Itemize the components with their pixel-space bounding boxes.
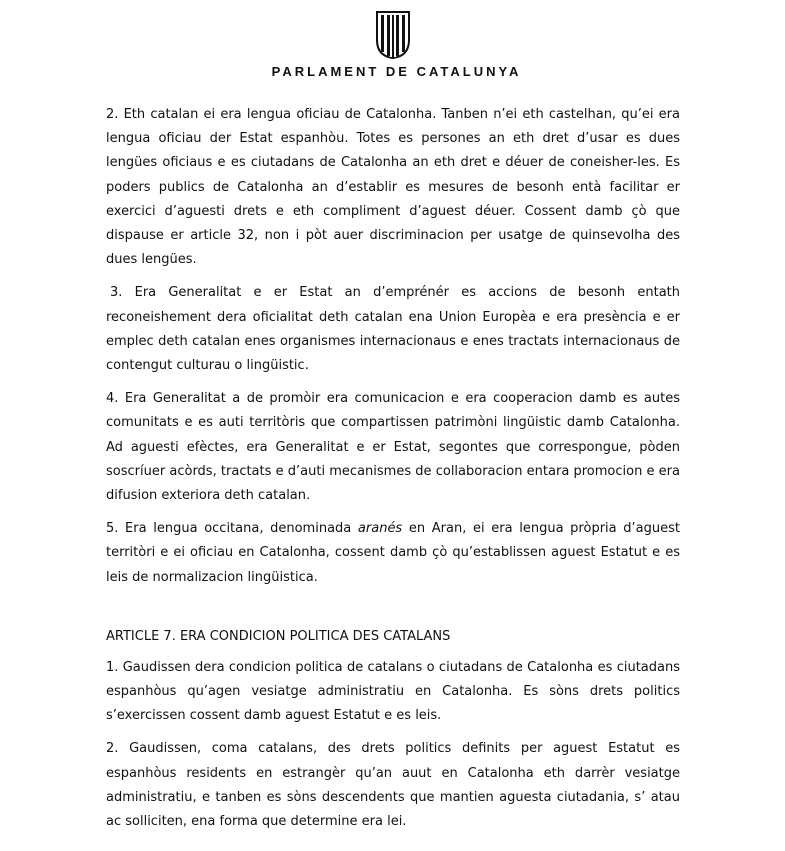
document-body bbox=[106, 103, 680, 843]
article7-paragraph-2: 2. Gaudissen, coma catalans, des drets politics definits per aguest Estatut es espanhòus residents en estrangèr qu’an auut en Catalonha eth darrèr vesiatge administratiu, e tanben es sòns descendents que mantien aguesta ciutadania, s’ atau ac solliciten, ena forma que determine era lei. bbox=[106, 741, 680, 830]
institution-name: PARLAMENT DE CATALUNYA bbox=[271, 64, 522, 79]
article6-paragraph-2: 2. Eth catalan ei era lengua oficiau de Catalonha. Tanben n’ei eth castelhan, qu’ei era lengua oficiau der Estat espanhòu. Totes es persones an eth dret d’usar es dues lengües oficiaus e es ciutadans de Catalonha an eth dret e déuer de coneisher-les. Es poders publics de Catalonha an d’establir es mesures de besonh entà facilitar er exercici d’aguesti drets e eth compliment d’aguest déuer. Cossent damb çò que dispause er article 32, non i pòt auer discriminacion per usatge de quinsevolha des dues lengües. bbox=[106, 107, 680, 268]
p5-text-start: 5. Era lengua occitana, denominada bbox=[106, 521, 358, 537]
parliament-emblem-icon bbox=[374, 10, 412, 60]
article7-paragraph-1: 1. Gaudissen dera condicion politica de catalans o ciutadans de Catalonha es ciutadans espanhòus qu’agen vesiatge administratiu en Catalonha. Es sòns drets politics s’exercissen cossent damb aguest Estatut e es leis. bbox=[106, 659, 680, 724]
article6-paragraph-3: 3. Era Generalitat e er Estat an d’emprénér es accions de besonh entath reconeishement dera oficialitat deth catalan ena Union Europèa e era presència e er emplec deth catalan enes organismes internacionaus e enes tractats internacionaus de contengut culturau o lingüistic. bbox=[106, 285, 680, 374]
article7-title: ARTICLE 7. ERA CONDICION POLITICA DES CATALANS bbox=[106, 628, 451, 644]
article6-paragraph-4: 4. Era Generalitat a de promòir era comunicacion e era cooperacion damb es autes comunitats e es auti territòris que compartissen patrimòni lingüistic damb Catalonha. Ad aguesti efèctes, era Generalitat e er Estat, segontes que correspongue, pòden soscríuer acòrds, tractats e d’auti mecanismes de collaboracion entara promocion e era difusion exteriora deth catalan. bbox=[106, 391, 680, 504]
p5-italic-term: aranés bbox=[357, 521, 403, 537]
document-header bbox=[0, 10, 785, 79]
article6-paragraph-5 bbox=[106, 517, 680, 590]
p5-text-end: en Aran, ei era lengua pròpria d’aguest territòri e ei oficiau en Catalonha, cossent damb çò qu’establissen aguest Estatut e es leis de normalizacion lingüistica. bbox=[106, 521, 680, 585]
